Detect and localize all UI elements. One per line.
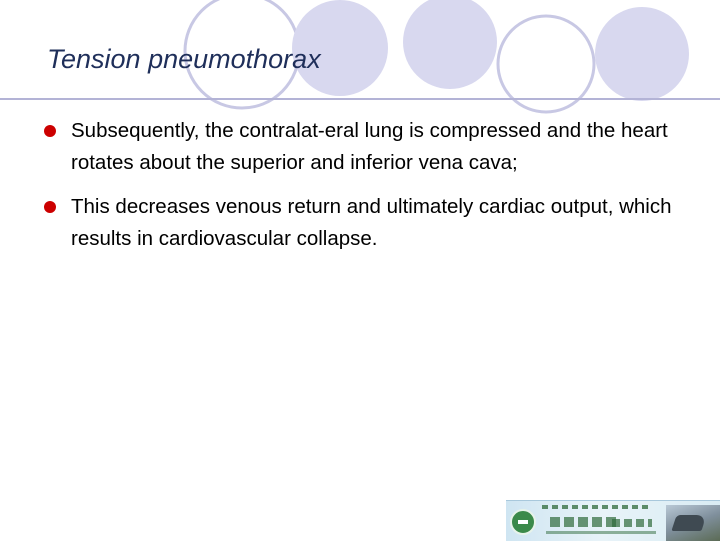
bullet-text: Subsequently, the contralat-eral lung is compressed and the heart rotates about the superior and inferior vena cava; bbox=[71, 119, 668, 174]
bullet-text: This decreases venous return and ultimately cardiac output, which results in cardiovascular collapse. bbox=[71, 195, 672, 250]
university-logo-icon bbox=[510, 509, 536, 535]
bullet-item bbox=[44, 191, 694, 255]
banner-caption-top bbox=[542, 505, 652, 509]
decor-circle-5 bbox=[595, 7, 689, 101]
bullet-icon bbox=[44, 125, 56, 137]
banner-caption-main bbox=[550, 517, 620, 527]
bullet-icon bbox=[44, 201, 56, 213]
banner-caption-main-2 bbox=[612, 519, 652, 527]
bullet-list bbox=[44, 115, 694, 267]
department-banner bbox=[506, 500, 720, 541]
banner-caption-sub bbox=[546, 531, 656, 534]
bullet-item bbox=[44, 115, 694, 179]
title-divider bbox=[0, 98, 720, 100]
slide-title: Tension pneumothorax bbox=[47, 44, 321, 74]
decor-circle-3 bbox=[403, 0, 497, 89]
banner-photo bbox=[666, 505, 720, 541]
